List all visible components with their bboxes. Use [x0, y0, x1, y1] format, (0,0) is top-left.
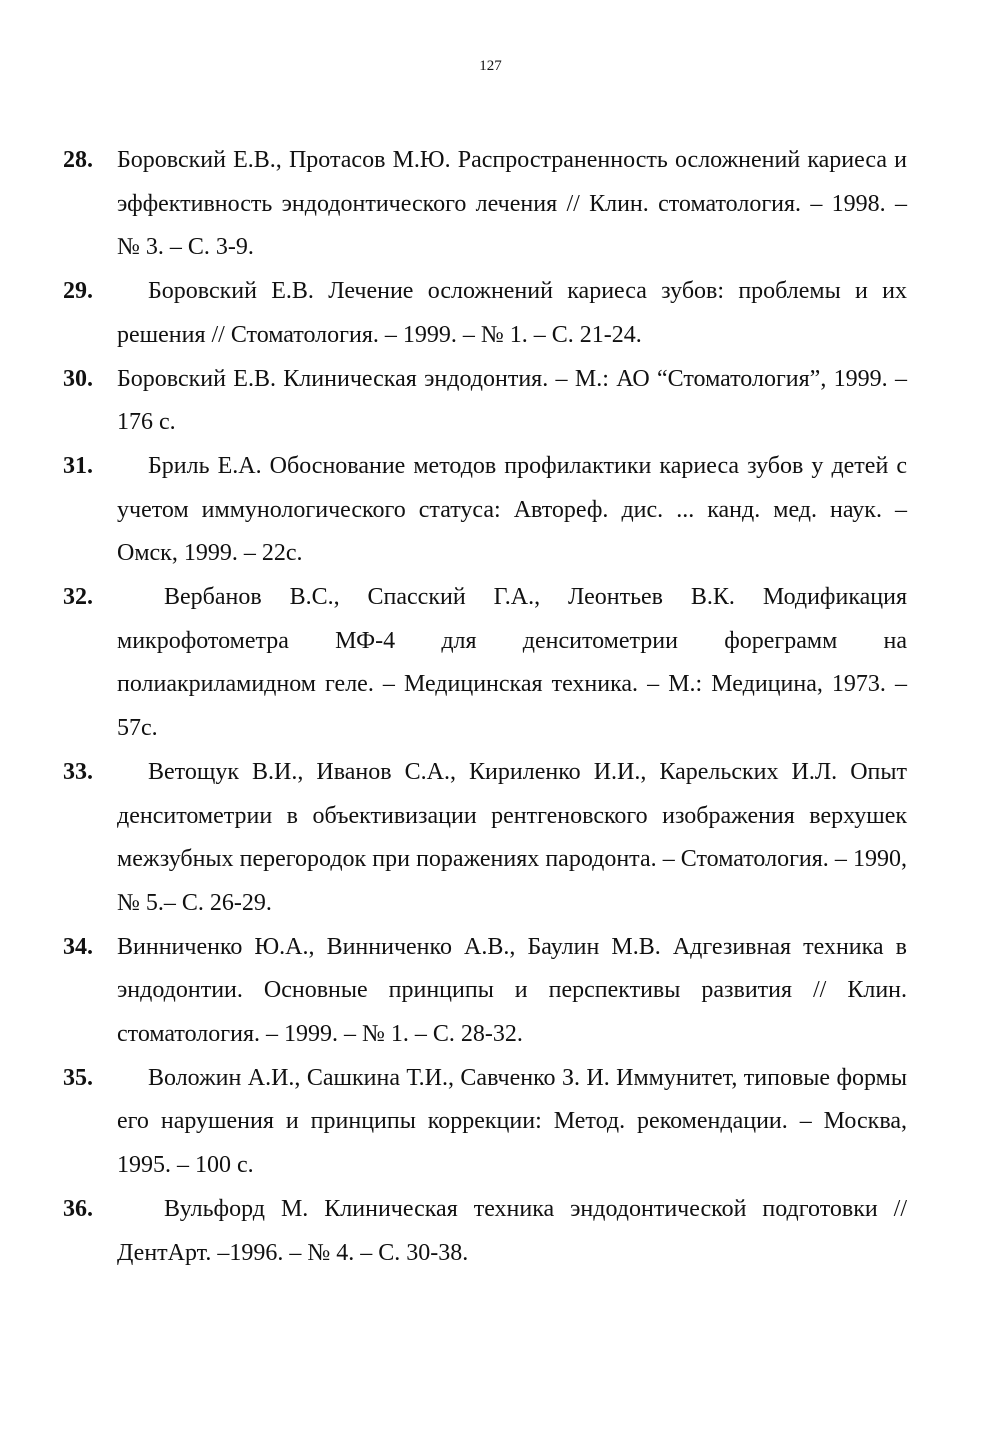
reference-entry-30	[63, 358, 907, 445]
reference-number: 33.	[63, 758, 93, 785]
reference-entry-28	[63, 139, 907, 270]
reference-text: Ветощук В.И., Иванов С.А., Кириленко И.И., Карельских И.Л. Опыт денситометрии в объективизации рентгеновского изображения верхушек межзубных перегородок при поражениях пародонта. – Стоматология. – 1990, № 5.– С. 26-29.	[117, 758, 907, 916]
reference-number: 28.	[63, 147, 93, 173]
reference-entry-35	[63, 1057, 907, 1188]
reference-text: Боровский Е.В. Клиническая эндодонтия. – М.: АО “Стоматология”, 1999. – 176 с.	[117, 365, 907, 436]
reference-entry-36	[63, 1188, 907, 1275]
page-number: 127	[479, 58, 502, 74]
reference-text: Боровский Е.В., Протасов М.Ю. Распространенность осложнений кариеса и эффективность эндодонтического лечения // Клин. стоматология. – 1998. – № 3. – С. 3-9.	[117, 147, 907, 261]
reference-text: Боровский Е.В. Лечение осложнений кариеса зубов: проблемы и их решения // Стоматология. – 1999. – № 1. – С. 21-24.	[117, 278, 907, 348]
reference-number: 29.	[63, 278, 93, 305]
reference-number: 35.	[63, 1064, 93, 1091]
reference-entry-31	[63, 445, 907, 576]
reference-text: Воложин А.И., Сашкина Т.И., Савченко З. И. Иммунитет, типовые формы его нарушения и принципы коррекции: Метод. рекомендации. – Москва, 1995. – 100 с.	[117, 1064, 907, 1179]
reference-entry-34	[63, 926, 907, 1057]
reference-text: Бриль Е.А. Обоснование методов профилактики кариеса зубов у детей с учетом иммунологического статуса: Автореф. дис. ... канд. мед. наук. – Омск, 1999. – 22с.	[117, 452, 907, 567]
reference-text: Вербанов В.С., Спасский Г.А., Леонтьев В.К. Модификация микрофотометра МФ-4 для денситометрии форeграмм на полиакриламидном геле. – Медицинская техника. – М.: Медицина, 1973. – 57с.	[117, 584, 907, 742]
reference-number: 36.	[63, 1195, 93, 1222]
reference-number: 32.	[63, 584, 93, 611]
reference-entry-33	[63, 751, 907, 926]
reference-entry-29	[63, 270, 907, 357]
reference-text: Вульфорд М. Клиническая техника эндодонтической подготовки // ДентАрт. –1996. – № 4. – С. 30-38.	[117, 1195, 907, 1266]
reference-entry-32	[63, 576, 907, 751]
reference-number: 31.	[63, 452, 93, 479]
reference-number: 34.	[63, 933, 93, 960]
reference-list	[63, 139, 907, 1275]
reference-number: 30.	[63, 365, 93, 392]
reference-text: Винниченко Ю.А., Винниченко А.В., Баулин М.В. Адгезивная техника в эндодонтии. Основные принципы и перспективы развития // Клин. стоматология. – 1999. – № 1. – С. 28-32.	[117, 933, 907, 1048]
